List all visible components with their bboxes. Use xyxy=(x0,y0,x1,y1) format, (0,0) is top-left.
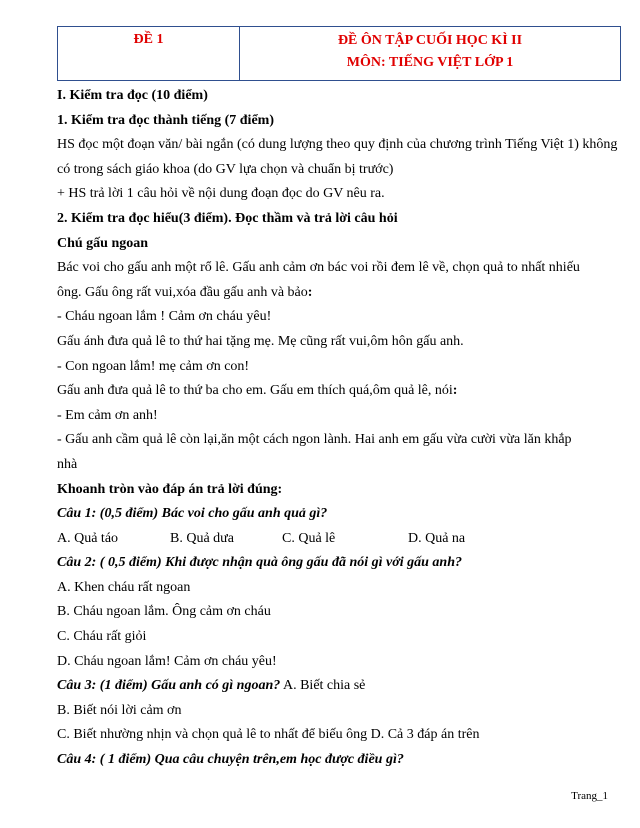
story-line: nhà xyxy=(57,456,78,472)
option-c: C. Quả lê xyxy=(282,530,336,546)
header-table xyxy=(57,26,621,81)
instruction: Khoanh tròn vào đáp án trả lời đúng: xyxy=(57,481,283,497)
question-1: Câu 1: (0,5 điểm) Bác voi cho gấu anh quả gì? xyxy=(57,506,328,522)
story-line: - Em cảm ơn anh! xyxy=(57,407,158,423)
question-1-options xyxy=(57,527,627,552)
exam-number: ĐỀ 1 xyxy=(58,27,240,80)
option-d: D. Cháu ngoan lắm! Cảm ơn cháu yêu! xyxy=(57,653,277,669)
document-body xyxy=(57,84,627,773)
page-number: Trang_1 xyxy=(571,790,608,802)
question-4: Câu 4: ( 1 điểm) Qua câu chuyện trên,em học được điều gì? xyxy=(57,752,404,768)
story-text: Gấu anh đưa quả lê to thứ ba cho em. Gấu em thích quá,ôm quả lê, nói xyxy=(57,383,453,399)
option-b: B. Cháu ngoan lắm. Ông cảm ơn cháu xyxy=(57,604,271,620)
question-2: Câu 2: ( 0,5 điểm) Khi được nhận quà ông gấu đã nói gì với gấu anh? xyxy=(57,555,462,571)
question-3: Câu 3: (1 điểm) Gấu anh có gì ngoan? xyxy=(57,678,281,694)
part1-heading: 1. Kiểm tra đọc thành tiếng (7 điểm) xyxy=(57,112,274,128)
story-line xyxy=(57,379,627,404)
option-d: D. Quả na xyxy=(408,530,466,546)
subject-title: MÔN: TIẾNG VIỆT LỚP 1 xyxy=(346,55,514,70)
part1-text: HS đọc một đoạn văn/ bài ngắn (có dung lượng theo quy định của chương trình Tiếng Việt 1) không có trong sách giáo khoa (do GV lựa chọn và chuẩn bị trước) xyxy=(57,137,618,177)
part2-heading: 2. Kiểm tra đọc hiểu(3 điểm). Đọc thầm và trả lời câu hỏi xyxy=(57,210,398,226)
option-b: B. Quả dưa xyxy=(170,530,234,546)
option-a: A. Khen cháu rất ngoan xyxy=(57,579,191,595)
question-3-line xyxy=(57,674,627,699)
story-line: - Cháu ngoan lắm ! Cảm ơn cháu yêu! xyxy=(57,309,272,325)
option-a: A. Biết chia sẻ xyxy=(280,678,366,694)
option-a: A. Quả táo xyxy=(57,530,119,546)
story-colon: : xyxy=(452,383,458,399)
story-line: Gấu ánh đưa quả lê to thứ hai tặng mẹ. Mẹ cũng rất vui,ôm hôn gấu anh. xyxy=(57,333,464,349)
story-line xyxy=(57,281,627,306)
exam-title: ĐỀ ÔN TẬP CUỐI HỌC KÌ II xyxy=(337,33,523,48)
story-line: - Gấu anh cầm quả lê còn lại,ăn một cách ngon lành. Hai anh em gấu vừa cười vừa lăn khắp xyxy=(57,432,572,448)
exam-title-cell xyxy=(240,27,620,80)
section-heading: I. Kiểm tra đọc (10 điểm) xyxy=(57,88,208,103)
story-line: Bác voi cho gấu anh một rổ lê. Gấu anh cảm ơn bác voi rồi đem lê về, chọn quả to nhất nhiếu xyxy=(57,260,580,276)
story-colon: : xyxy=(307,284,313,300)
story-line: - Con ngoan lắm! mẹ cảm ơn con! xyxy=(57,358,250,374)
option-c-d: C. Biết nhường nhịn và chọn quả lê to nhất để biếu ông D. Cả 3 đáp án trên xyxy=(57,727,480,743)
option-b: B. Biết nói lời cảm ơn xyxy=(57,702,182,718)
option-c: C. Cháu rất giỏi xyxy=(57,629,147,645)
story-text: ông. Gấu ông rất vui,xóa đầu gấu anh và bảo xyxy=(57,284,308,300)
story-title: Chú gấu ngoan xyxy=(57,235,149,251)
part1-note: + HS trả lời 1 câu hỏi về nội dung đoạn đọc do GV nêu ra. xyxy=(57,186,385,202)
